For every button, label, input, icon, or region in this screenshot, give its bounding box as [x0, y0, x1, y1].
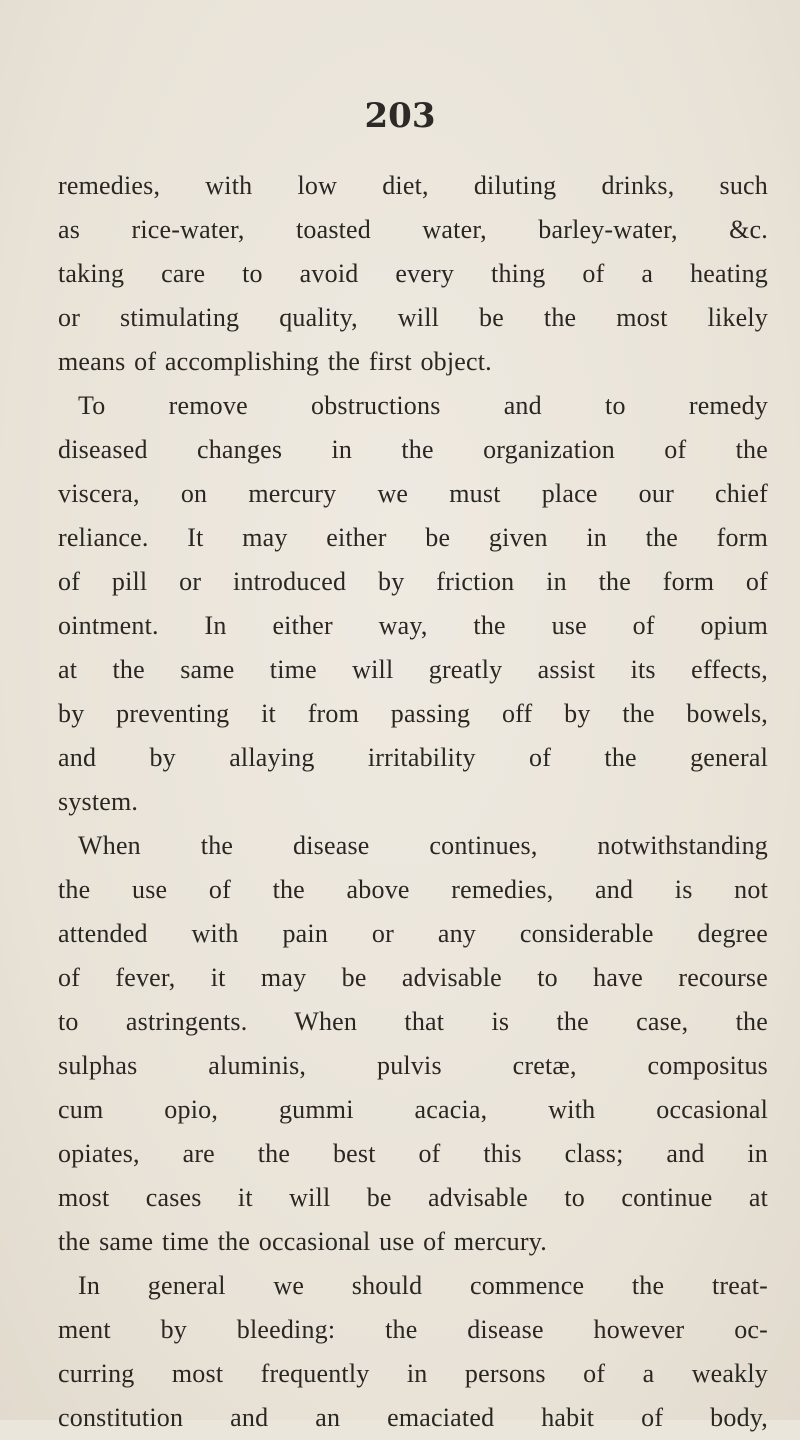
text-line: curring most frequently in persons of a weakly: [58, 1359, 768, 1388]
text-line: the same time the occasional use of mercury.: [58, 1227, 547, 1256]
text-line: most cases it will be advisable to continue at: [58, 1183, 768, 1212]
text-line: by preventing it from passing off by the bowels,: [58, 699, 768, 728]
text-line: viscera, on mercury we must place our chief: [58, 479, 768, 508]
text-line: reliance. It may either be given in the form: [58, 523, 768, 552]
page-number: 203: [364, 96, 436, 136]
text-line: means of accomplishing the first object.: [58, 347, 492, 376]
text-line: as rice-water, toasted water, barley-water, &c.: [58, 215, 768, 244]
text-line: or stimulating quality, will be the most likely: [58, 303, 768, 332]
text-line: ointment. In either way, the use of opium: [58, 611, 768, 640]
text-line: cum opio, gummi acacia, with occasional: [58, 1095, 768, 1124]
body-text: [58, 164, 768, 1440]
text-line: opiates, are the best of this class; and in: [58, 1139, 768, 1168]
text-line: remedies, with low diet, diluting drinks, such: [58, 171, 768, 200]
text-line: When the disease continues, notwithstanding: [78, 831, 768, 860]
text-line: attended with pain or any considerable degree: [58, 919, 768, 948]
text-line: system.: [58, 787, 139, 816]
text-line: sulphas aluminis, pulvis cretæ, compositus: [58, 1051, 768, 1080]
text-line: ment by bleeding: the disease however oc-: [58, 1315, 768, 1344]
text-line: taking care to avoid every thing of a heating: [58, 259, 768, 288]
text-line: In general we should commence the treat-: [78, 1271, 768, 1300]
text-line: of fever, it may be advisable to have recourse: [58, 963, 768, 992]
text-line: of pill or introduced by friction in the form of: [58, 567, 768, 596]
text-line: constitution and an emaciated habit of body,: [58, 1403, 768, 1432]
text-line: diseased changes in the organization of the: [58, 435, 768, 464]
text-line: at the same time will greatly assist its effects,: [58, 655, 768, 684]
text-line: to astringents. When that is the case, the: [58, 1007, 768, 1036]
text-line: and by allaying irritability of the general: [58, 743, 768, 772]
text-line: the use of the above remedies, and is not: [58, 875, 768, 904]
text-line: To remove obstructions and to remedy: [78, 391, 768, 420]
